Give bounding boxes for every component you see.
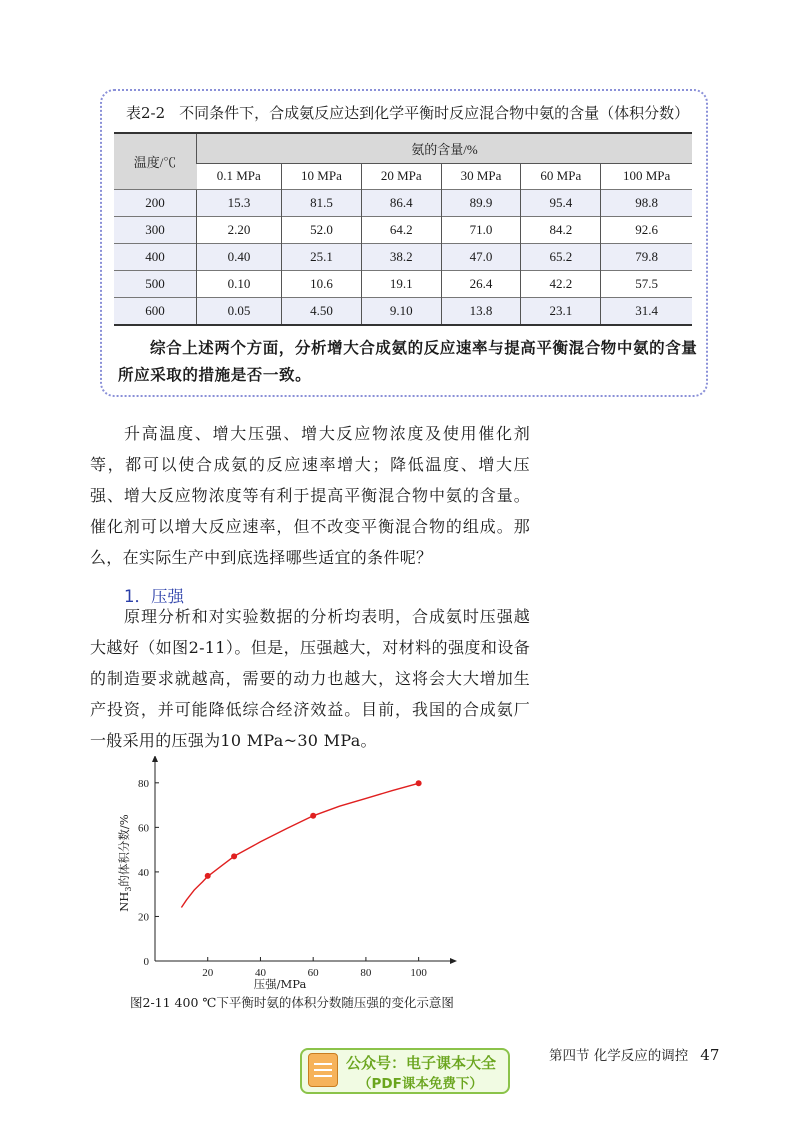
x-axis-label: 压强/MPa [253,977,307,991]
value-cell: 0.05 [197,297,282,325]
value-cell: 65.2 [521,243,601,270]
value-cell: 9.10 [361,297,441,325]
value-cell: 79.8 [601,243,692,270]
value-cell: 57.5 [601,270,692,297]
data-point [205,873,211,879]
table-body [114,189,692,325]
value-cell: 95.4 [521,189,601,216]
pressure-header: 60 MPa [521,163,601,189]
value-cell: 0.40 [197,243,282,270]
temp-cell: 200 [114,189,197,216]
pressure-header: 10 MPa [282,163,362,189]
y-axis-arrow [152,756,158,762]
group-header: 氨的含量/% [197,133,693,163]
temp-cell: 400 [114,243,197,270]
book-icon [308,1053,338,1087]
y-tick-label: 40 [138,866,149,879]
value-cell: 38.2 [361,243,441,270]
watermark-line1: 公众号：电子课本大全 [346,1054,497,1072]
value-cell: 23.1 [521,297,601,325]
x-tick-label: 80 [360,967,372,979]
table-row [114,216,692,243]
value-cell: 13.8 [441,297,521,325]
value-cell: 52.0 [282,216,362,243]
x-tick-label: 40 [254,967,266,979]
pressure-header: 20 MPa [361,163,441,189]
paragraph-rate-conditions: 升高温度、增大压强、增大反应物浓度及使用催化剂等，都可以使合成氨的反应速率增大；降低温度、增大压强、增大反应物浓度等有利于提高平衡混合物中氨的含量。催化剂可以增大反应速率，但不改变平衡混合物的组成。那么，在实际生产中到底选择哪些适宜的条件呢？ [90,424,530,567]
x-axis-arrow [450,958,457,964]
temp-cell: 300 [114,216,197,243]
value-cell: 84.2 [521,216,601,243]
value-cell: 15.3 [197,189,282,216]
value-cell: 71.0 [441,216,521,243]
value-cell: 98.8 [601,189,692,216]
chart-axes [117,756,457,991]
table-number: 表2-2 [126,104,166,122]
chart-marks [181,780,421,907]
value-cell: 47.0 [441,243,521,270]
x-tick-label: 100 [410,967,427,979]
data-point [416,780,422,786]
value-cell: 2.20 [197,216,282,243]
table-title: 不同条件下，合成氨反应达到化学平衡时反应混合物中氨的含量（体积分数） [179,104,690,122]
pressure-chart [108,756,468,992]
y-tick-label: 0 [143,956,149,968]
value-cell: 10.6 [282,270,362,297]
value-cell: 26.4 [441,270,521,297]
pressure-header-row [114,163,692,189]
y-tick-label: 20 [138,911,149,924]
figure-caption: 图2-11 400 ℃下平衡时氨的体积分数随压强的变化示意图 [130,995,454,1010]
page-number: 47 [700,1046,720,1064]
pressure-header: 30 MPa [441,163,521,189]
value-cell: 42.2 [521,270,601,297]
x-tick-label: 60 [307,967,319,979]
table-row [114,270,692,297]
value-cell: 81.5 [282,189,362,216]
value-cell: 64.2 [361,216,441,243]
table-caption [126,102,696,123]
table-row [114,297,692,325]
y-tick-label: 60 [138,822,149,835]
footer-section: 第四节 化学反应的调控 [549,1048,689,1064]
data-point [231,853,237,859]
temp-cell: 600 [114,297,197,325]
value-cell: 19.1 [361,270,441,297]
section-heading-pressure: 1．压强 [124,587,184,606]
data-point [310,813,316,819]
temp-cell: 500 [114,270,197,297]
temp-header: 温度/℃ [114,133,197,189]
value-cell: 25.1 [282,243,362,270]
x-tick-label: 20 [202,967,214,979]
ammonia-content-table [114,132,692,326]
table-row [114,243,692,270]
value-cell: 4.50 [282,297,362,325]
series-line [181,783,418,907]
y-axis-label: $NH_3$的体积分数/% [117,814,133,912]
value-cell: 31.4 [601,297,692,325]
watermark-line2: （PDF课本免费下） [358,1076,483,1092]
value-cell: 89.9 [441,189,521,216]
pressure-header: 0.1 MPa [197,163,282,189]
y-tick-label: 80 [138,777,149,790]
task-text: 综合上述两个方面，分析增大合成氨的反应速率与提高平衡混合物中氨的含量所应采取的措施是否一致。 [118,338,698,384]
paragraph-pressure: 原理分析和对实验数据的分析均表明，合成氨时压强越大越好（如图2-11）。但是，压强越大，对材料的强度和设备的制造要求就越高，需要的动力也越大，这将会大大增加生产投资，并可能降低综合经济效益。目前，我国的合成氨厂一般采用的压强为10 MPa~30 MPa。 [90,607,530,750]
pressure-header: 100 MPa [601,163,692,189]
footer [549,1044,719,1064]
value-cell: 86.4 [361,189,441,216]
value-cell: 0.10 [197,270,282,297]
table-row [114,189,692,216]
value-cell: 92.6 [601,216,692,243]
